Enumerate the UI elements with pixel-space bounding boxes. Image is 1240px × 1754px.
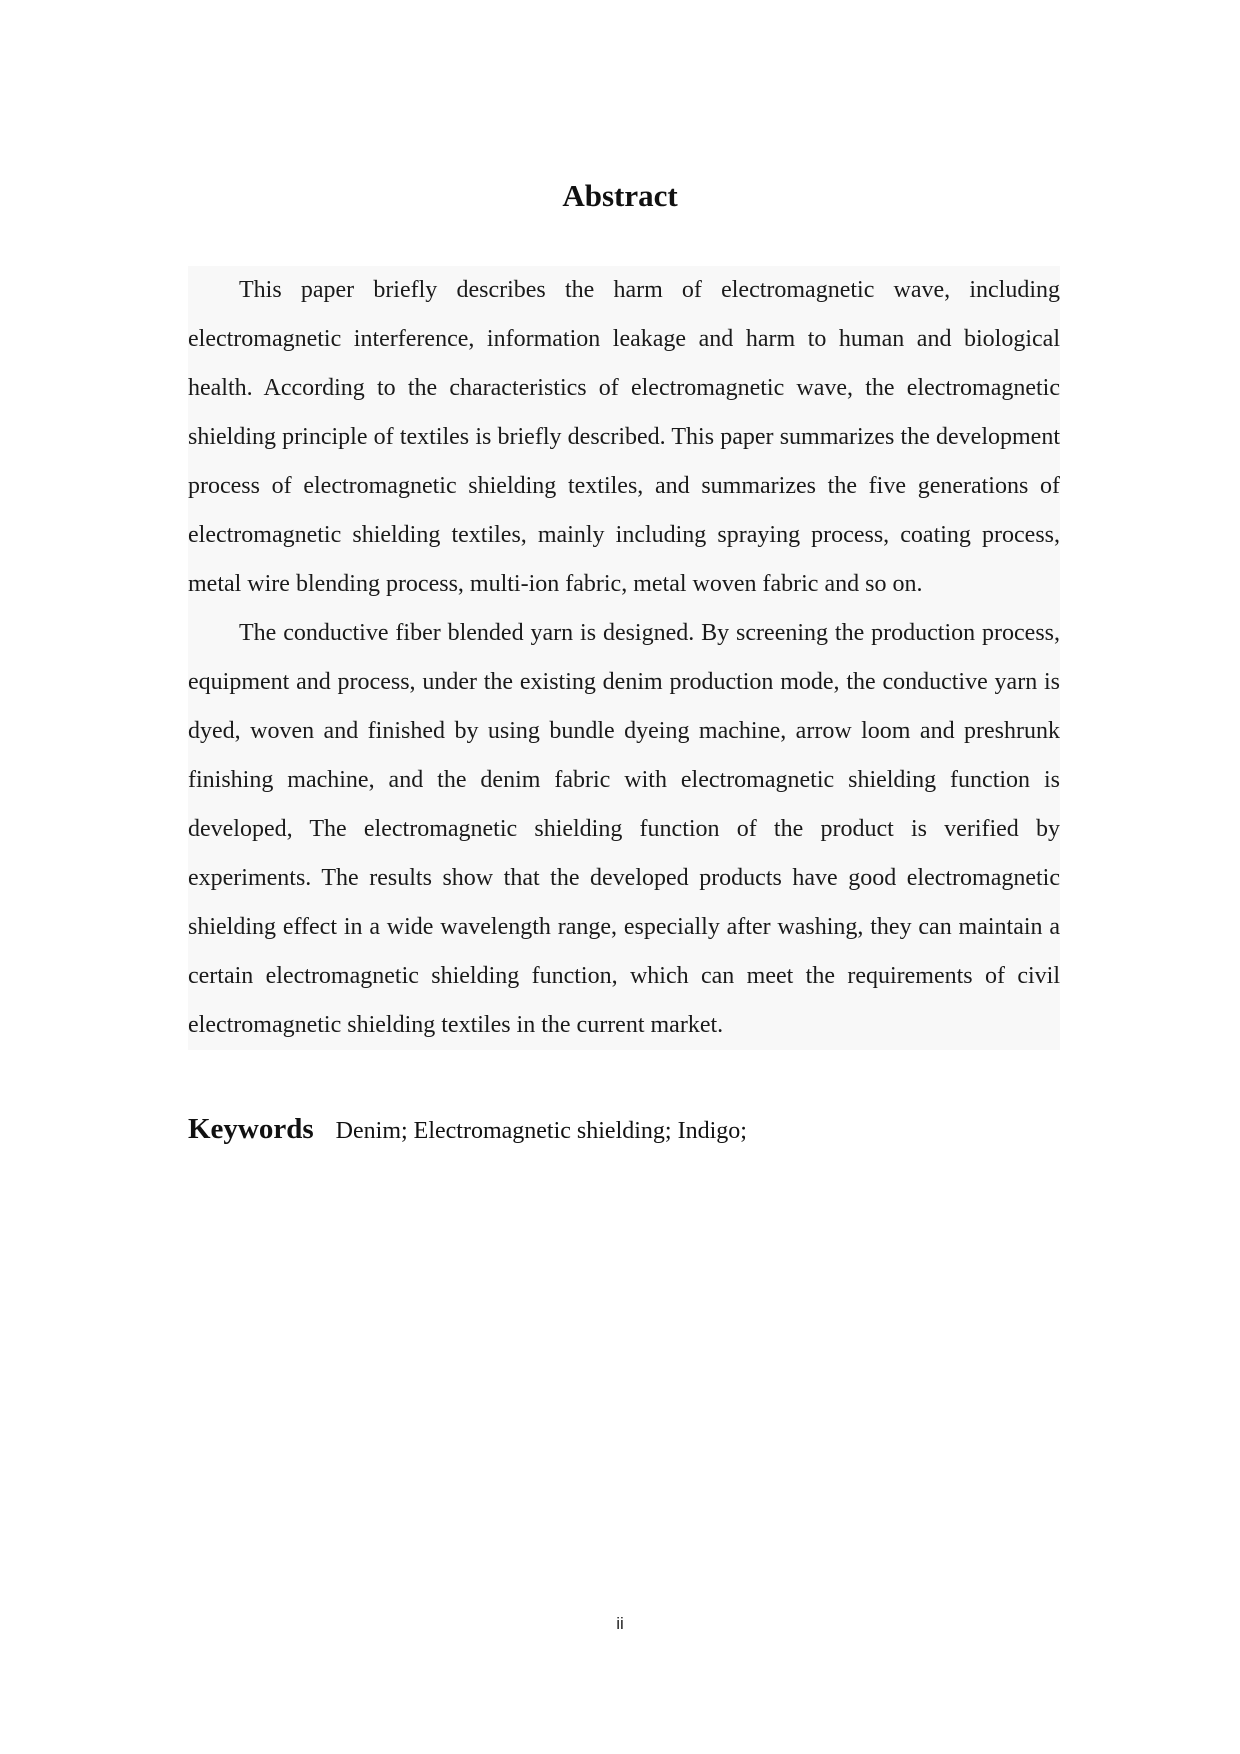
keywords-line [188, 1109, 1060, 1151]
abstract-paragraph-2: The conductive fiber blended yarn is designed. By screening the production process, equipment and process, under the existing denim production mode, the conductive yarn is dyed, woven and finished by using bundle dyeing machine, arrow loom and preshrunk finishing machine, and the denim fabric with electromagnetic shielding function is developed, The electromagnetic shielding function of the product is verified by experiments. The results show that the developed products have good electromagnetic shielding effect in a wide wavelength range, especially after washing, they can maintain a certain electromagnetic shielding function, which can meet the requirements of civil electromagnetic shielding textiles in the current market. [188, 620, 1060, 1038]
keywords-label: Keywords [188, 1113, 314, 1145]
page-number: ii [616, 1614, 624, 1633]
abstract-body [188, 266, 1060, 1050]
keywords-value: Denim; Electromagnetic shielding; Indigo; [335, 1118, 747, 1144]
abstract-paragraph-1: This paper briefly describes the harm of electromagnetic wave, including electromagnetic interference, information leakage and harm to human and biological health. According to the characteristics of electromagnetic wave, the electromagnetic shielding principle of textiles is briefly described. This paper summarizes the development process of electromagnetic shielding textiles, and summarizes the five generations of electromagnetic shielding textiles, mainly including spraying process, coating process, metal wire blending process, multi-ion fabric, metal woven fabric and so on. [188, 277, 1060, 597]
page-title: Abstract [562, 178, 678, 213]
